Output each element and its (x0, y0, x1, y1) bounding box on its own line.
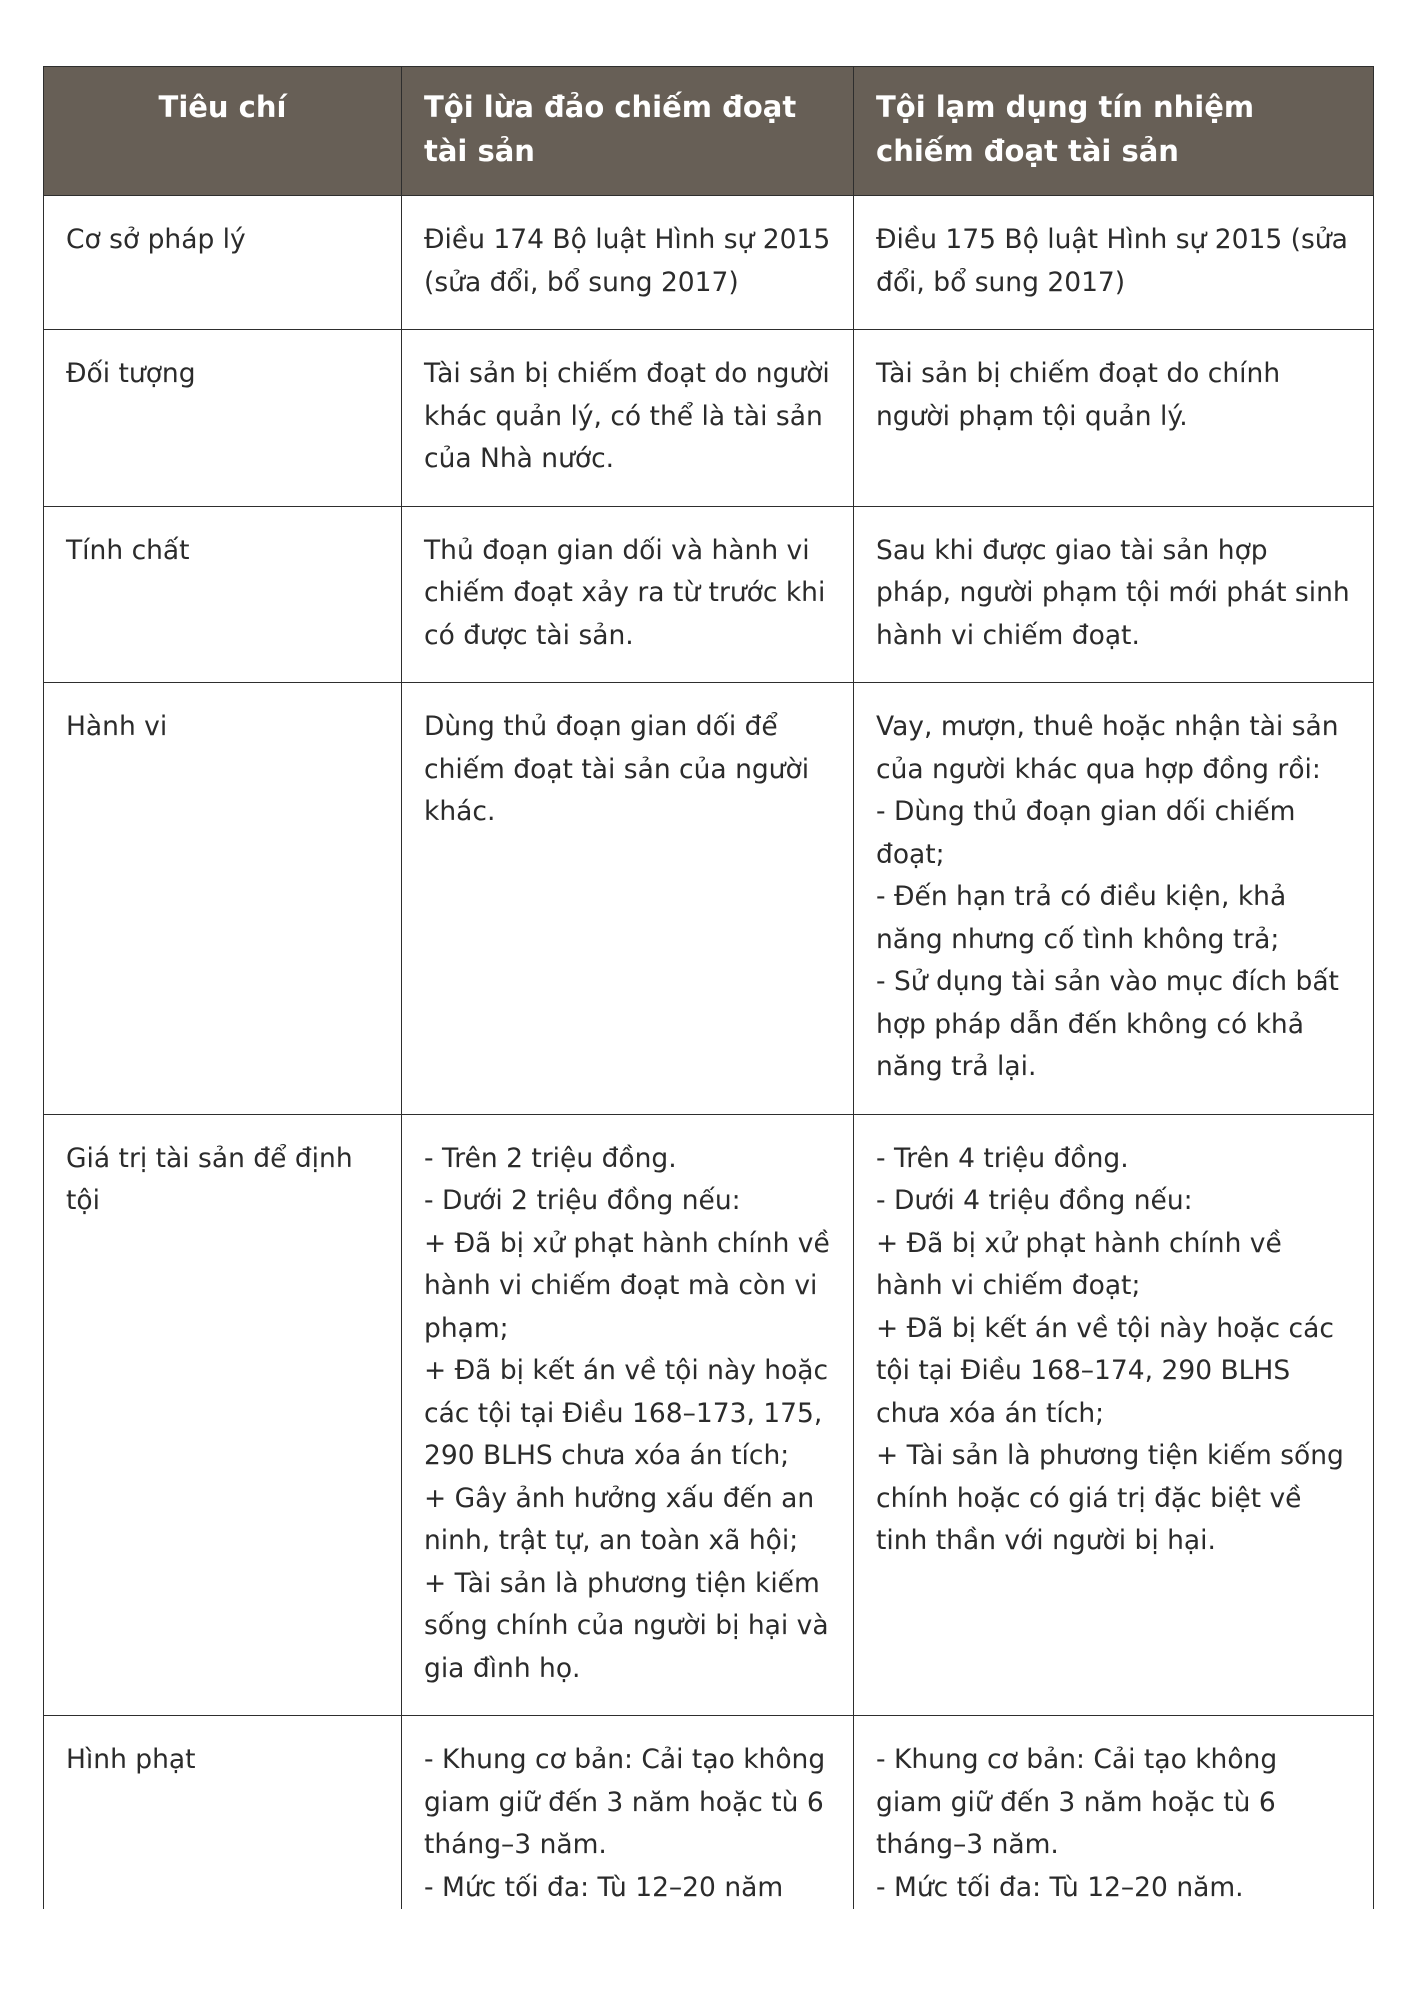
fraud-cell: Tài sản bị chiếm đoạt do người khác quản lý, có thể là tài sản của Nhà nước. (402, 330, 854, 507)
criterion-cell: Hành vi (44, 683, 402, 1115)
criterion-cell: Tính chất (44, 506, 402, 683)
header-abuse: Tội lạm dụng tín nhiệm chiếm đoạt tài sản (854, 67, 1374, 196)
table-row (44, 506, 1374, 683)
abuse-cell: Vay, mượn, thuê hoặc nhận tài sản của người khác qua hợp đồng rồi: - Dùng thủ đoạn gian dối chiếm đoạt; - Đến hạn trả có điều kiện, khả năng nhưng cố tình không trả; - Sử dụng tài sản vào mục đích bất hợp pháp dẫn đến không có khả năng trả lại. (854, 683, 1374, 1115)
table-row (44, 196, 1374, 330)
abuse-cell: Tài sản bị chiếm đoạt do chính người phạm tội quản lý. (854, 330, 1374, 507)
table-row (44, 1114, 1374, 1716)
table-row (44, 330, 1374, 507)
fraud-cell: Dùng thủ đoạn gian dối để chiếm đoạt tài sản của người khác. (402, 683, 854, 1115)
fraud-cell: Điều 174 Bộ luật Hình sự 2015 (sửa đổi, bổ sung 2017) (402, 196, 854, 330)
fraud-cell: - Trên 2 triệu đồng. - Dưới 2 triệu đồng nếu: + Đã bị xử phạt hành chính về hành vi chiếm đoạt mà còn vi phạm; + Đã bị kết án về tội này hoặc các tội tại Điều 168–173, 175, 290 BLHS chưa xóa án tích; + Gây ảnh hưởng xấu đến an ninh, trật tự, an toàn xã hội; + Tài sản là phương tiện kiếm sống chính của người bị hại và gia đình họ. (402, 1114, 854, 1716)
table-row (44, 1716, 1374, 1910)
fraud-cell: Thủ đoạn gian dối và hành vi chiếm đoạt xảy ra từ trước khi có được tài sản. (402, 506, 854, 683)
header-fraud: Tội lừa đảo chiếm đoạt tài sản (402, 67, 854, 196)
header-row (44, 67, 1374, 196)
criterion-cell: Đối tượng (44, 330, 402, 507)
abuse-cell: Điều 175 Bộ luật Hình sự 2015 (sửa đổi, bổ sung 2017) (854, 196, 1374, 330)
criterion-cell: Cơ sở pháp lý (44, 196, 402, 330)
criterion-cell: Hình phạt (44, 1716, 402, 1910)
table-row (44, 683, 1374, 1115)
comparison-table (43, 66, 1374, 1909)
abuse-cell: - Khung cơ bản: Cải tạo không giam giữ đến 3 năm hoặc tù 6 tháng–3 năm. - Mức tối đa: Tù 12–20 năm. (854, 1716, 1374, 1910)
fraud-cell: - Khung cơ bản: Cải tạo không giam giữ đến 3 năm hoặc tù 6 tháng–3 năm. - Mức tối đa: Tù 12–20 năm (402, 1716, 854, 1910)
abuse-cell: - Trên 4 triệu đồng. - Dưới 4 triệu đồng nếu: + Đã bị xử phạt hành chính về hành vi chiếm đoạt; + Đã bị kết án về tội này hoặc các tội tại Điều 168–174, 290 BLHS chưa xóa án tích; + Tài sản là phương tiện kiếm sống chính hoặc có giá trị đặc biệt về tinh thần với người bị hại. (854, 1114, 1374, 1716)
header-criterion: Tiêu chí (44, 67, 402, 196)
criterion-cell: Giá trị tài sản để định tội (44, 1114, 402, 1716)
abuse-cell: Sau khi được giao tài sản hợp pháp, người phạm tội mới phát sinh hành vi chiếm đoạt. (854, 506, 1374, 683)
